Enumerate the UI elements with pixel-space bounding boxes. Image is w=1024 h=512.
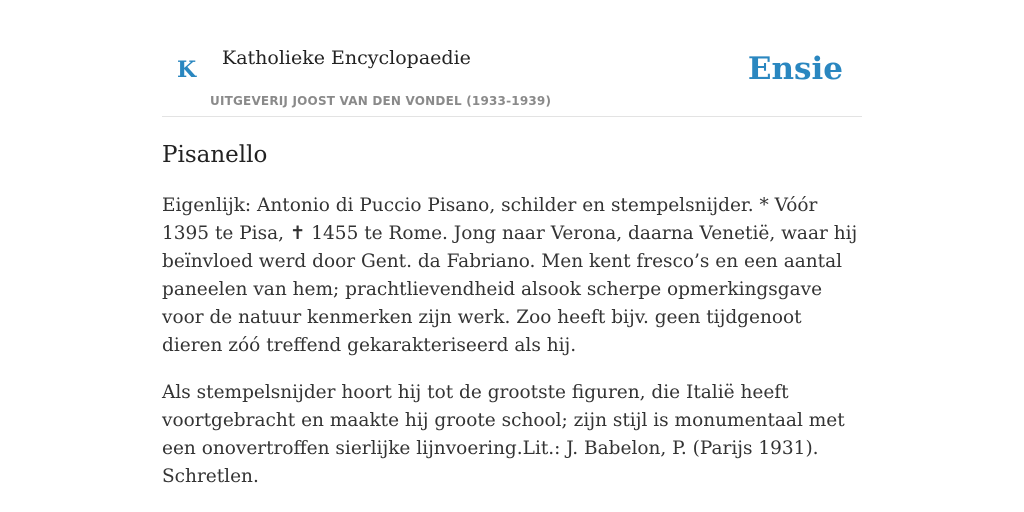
publisher-label: UITGEVERIJ JOOST VAN DEN VONDEL (1933-1939) xyxy=(210,94,552,108)
encyclopedia-logo-icon[interactable]: K xyxy=(177,57,197,83)
article-paragraph: Eigenlijk: Antonio di Puccio Pisano, schilder en stempelsnijder. * Vóór 1395 te Pisa, ✝ 1455 te Rome. Jong naar Verona, daarna Venetië, waar hij beïnvloed werd door Gent. da Fabriano. Men kent fresco’s en een aantal paneelen van hem; prachtlievendheid alsook scherpe opmerkingsgave voor de natuur kenmerken zijn werk. Zoo heeft bijv. geen tijdgenoot dieren zóó treffend gekarakteriseerd als hij. xyxy=(162,195,858,356)
encyclopedia-title[interactable]: Katholieke Encyclopaedie xyxy=(222,47,471,69)
ensie-logo-link[interactable]: Ensie xyxy=(747,51,843,87)
article-paragraph: Als stempelsnijder hoort hij tot de grootste figuren, die Italië heeft voortgebracht en maakte hij groote school; zijn stijl is monumentaal met een onovertroffen sierlijke lijnvoering.Lit.: J. Babelon, P. (Parijs 1931). Schretlen. xyxy=(162,382,845,487)
site-header xyxy=(162,0,862,117)
page-container xyxy=(162,0,862,487)
article-body xyxy=(162,192,862,510)
article-title: Pisanello xyxy=(162,142,268,168)
